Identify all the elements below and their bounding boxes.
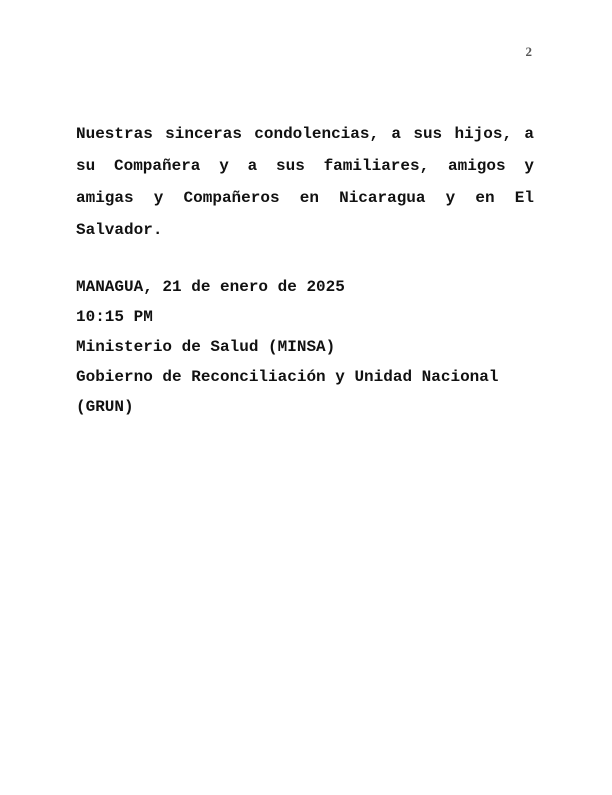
page-number: 2 bbox=[525, 44, 532, 59]
condolence-paragraph: Nuestras sinceras condolencias, a sus hijos, a su Compañera y a sus familiares, amigos y amigas y Compañeros en Nicaragua y en El Salvador. bbox=[76, 125, 534, 239]
time-line: 10:15 PM bbox=[76, 308, 153, 326]
signature-block bbox=[76, 272, 534, 422]
government-line: Gobierno de Reconciliación y Unidad Nacional bbox=[76, 368, 499, 386]
place-date-line: MANAGUA, 21 de enero de 2025 bbox=[76, 278, 345, 296]
government-abbr-line: (GRUN) bbox=[76, 398, 134, 416]
ministry-line: Ministerio de Salud (MINSA) bbox=[76, 338, 336, 356]
